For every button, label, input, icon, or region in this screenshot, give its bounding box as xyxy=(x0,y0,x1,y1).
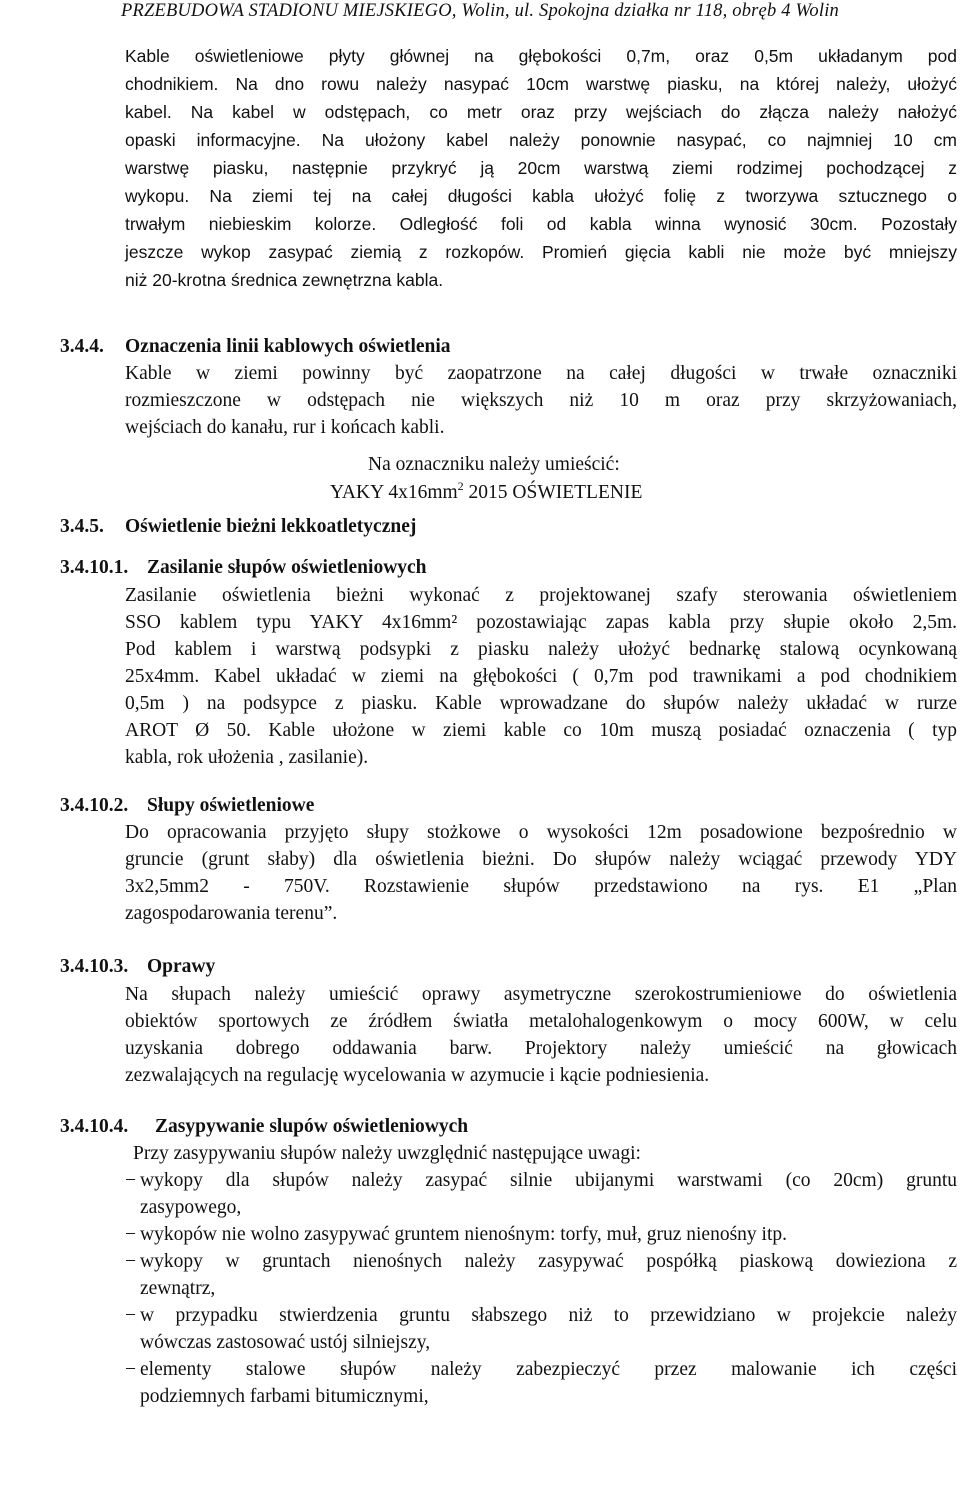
marker-intro: Na oznaczniku należy umieścić: xyxy=(368,454,620,475)
list-line: zewnątrz, xyxy=(140,1278,216,1299)
cable-marking-paragraph xyxy=(125,360,957,441)
list-line: wykopy w gruntach nienośnych należy zasypywać pospółką piaskową dowieziona z xyxy=(140,1251,957,1272)
section-heading-3-4-10-3 xyxy=(60,954,215,980)
list-intro: Przy zasypywaniu słupów należy uwzględnić następujące uwagi: xyxy=(133,1143,641,1164)
text-line: AROT Ø 50. Kable ułożone w ziemi kable co 10m muszą posiadać oznaczenia ( typ xyxy=(125,720,957,741)
text-line: Do opracowania przyjęto słupy stożkowe o wysokości 12m posadowione bezpośrednio w xyxy=(125,822,957,843)
text-line: wykopu. Na ziemi tej na całej długości kabla ułożyć folię z tworzywa sztucznego o xyxy=(125,186,957,206)
section-title: Oświetlenie bieżni lekkoatletycznej xyxy=(125,516,417,537)
text-line: warstwę piasku, następnie przykryć ją 20cm warstwą ziemi rodzimej pochodzącej z xyxy=(125,158,957,178)
text-line: 25x4mm. Kabel układać w ziemi na głębokości ( 0,7m pod trawnikami a pod chodnikiem xyxy=(125,666,957,687)
section-title: Zasypywanie slupów oświetleniowych xyxy=(155,1116,469,1137)
text-line: 3x2,5mm2 - 750V. Rozstawienie słupów przedstawiono na rys. E1 „Plan xyxy=(125,876,957,897)
section-heading-3-4-5 xyxy=(60,514,416,540)
dash-bullet: − xyxy=(125,1224,136,1245)
section-heading-3-4-4 xyxy=(60,334,451,360)
text-line: rozmieszczone w odstępach nie większych niż 10 m oraz przy skrzyżowaniach, xyxy=(125,390,957,411)
text-line: Pod kablem i warstwą podsypki z piasku należy ułożyć bednarkę stalową ocynkowaną xyxy=(125,639,957,660)
fixtures-paragraph xyxy=(125,981,957,1089)
list-line: wykopy dla słupów należy zasypać silnie ubijanymi warstwami (co 20cm) gruntu xyxy=(140,1170,957,1191)
section-number: 3.4.10.3. xyxy=(60,956,129,977)
page-header: PRZEBUDOWA STADIONU MIEJSKIEGO, Wolin, ul. Spokojna działka nr 118, obręb 4 Wolin xyxy=(120,1,840,21)
text-line: 0,5m ) na podsypce z piasku. Kable wprowadzane do słupów należy układać w rurze xyxy=(125,693,957,714)
text-line: kabel. Na kabel w odstępach, co metr oraz przy wejściach do złącza należy nałożyć xyxy=(125,102,957,122)
section-number: 3.4.10.4. xyxy=(60,1116,129,1137)
marker-text xyxy=(330,478,642,508)
text-line: jeszcze wykop zasypać ziemią z rozkopów. Promień gięcia kabli nie może być mniejszy xyxy=(125,242,957,262)
section-title: Zasilanie słupów oświetleniowych xyxy=(147,557,427,578)
poles-paragraph xyxy=(125,819,957,927)
text-line: chodnikiem. Na dno rowu należy nasypać 10cm warstwę piasku, na której należy, ułożyć xyxy=(125,74,957,94)
text-line: Zasilanie oświetlenia bieżni wykonać z projektowanej szafy sterowania oświetleniem xyxy=(125,585,957,606)
section-title: Oprawy xyxy=(147,956,216,977)
section-heading-3-4-10-1 xyxy=(60,555,427,581)
section-number: 3.4.10.1. xyxy=(60,557,129,578)
text-line: opaski informacyjne. Na ułożony kabel należy ponownie nasypać, co najmniej 10 cm xyxy=(125,130,957,150)
dash-bullet: − xyxy=(125,1305,136,1326)
list-item xyxy=(125,1302,957,1356)
text-line: wejściach do kanału, rur i końcach kabli. xyxy=(125,417,445,438)
dash-bullet: − xyxy=(125,1359,136,1380)
list-item xyxy=(125,1221,957,1248)
power-supply-paragraph xyxy=(125,582,957,771)
text-line: Kable w ziemi powinny być zaopatrzone na całej długości w trwałe oznaczniki xyxy=(125,363,957,384)
list-line: zasypowego, xyxy=(140,1197,242,1218)
text-line: uzyskania dobrego oddawania barw. Projektory należy umieścić na głowicach xyxy=(125,1038,957,1059)
text-line: niż 20-krotna średnica zewnętrzna kabla. xyxy=(125,270,444,290)
section-number: 3.4.5. xyxy=(60,516,104,537)
list-line: w przypadku stwierdzenia gruntu słabszego niż to przewidziano w projekcie należy xyxy=(140,1305,957,1326)
text-line: kabla, rok ułożenia , zasilanie). xyxy=(125,747,369,768)
list-line: wykopów nie wolno zasypywać gruntem nienośnym: torfy, muł, gruz nienośny itp. xyxy=(140,1224,788,1245)
marker-cable-type: YAKY 4x16mm xyxy=(330,482,458,503)
text-line: gruncie (grunt słaby) dla oświetlenia bieżni. Do słupów należy wciągać przewody YDY xyxy=(125,849,957,870)
text-line: Na słupach należy umieścić oprawy asymetryczne szerokostrumieniowe do oświetlenia xyxy=(125,984,957,1005)
section-heading-3-4-10-4 xyxy=(60,1114,468,1140)
section-heading-3-4-10-2 xyxy=(60,793,314,819)
section-number: 3.4.10.2. xyxy=(60,795,129,816)
text-line: zagospodarowania terenu”. xyxy=(125,903,338,924)
backfill-list xyxy=(125,1140,957,1410)
list-item xyxy=(125,1248,957,1302)
list-line: podziemnych farbami bitumicznymi, xyxy=(140,1386,429,1407)
list-item xyxy=(125,1167,957,1221)
section-title: Oznaczenia linii kablowych oświetlenia xyxy=(125,336,451,357)
text-line: obiektów sportowych ze źródłem światła metalohalogenkowym o mocy 600W, w celu xyxy=(125,1011,957,1032)
cable-laying-paragraph xyxy=(125,42,957,294)
marker-superscript: 2 xyxy=(457,479,464,493)
list-line: wówczas zastosować ustój silniejszy, xyxy=(140,1332,431,1353)
list-line: elementy stalowe słupów należy zabezpieczyć przez malowanie ich części xyxy=(140,1359,957,1380)
marker-year-label: 2015 OŚWIETLENIE xyxy=(463,482,643,503)
section-number: 3.4.4. xyxy=(60,336,104,357)
dash-bullet: − xyxy=(125,1251,136,1272)
text-line: zezwalających na regulację wycelowania w azymucie i kącie podniesienia. xyxy=(125,1065,710,1086)
text-line: Kable oświetleniowe płyty głównej na głębokości 0,7m, oraz 0,5m układanym pod xyxy=(125,46,957,66)
dash-bullet: − xyxy=(125,1170,136,1191)
text-line: trwałym niebieskim kolorze. Odległość foli od kabla winna wynosić 30cm. Pozostały xyxy=(125,214,957,234)
list-item xyxy=(125,1356,957,1410)
text-line: SSO kablem typu YAKY 4x16mm² pozostawiając zapas kabla przy słupie około 2,5m. xyxy=(125,612,957,633)
section-title: Słupy oświetleniowe xyxy=(147,795,315,816)
